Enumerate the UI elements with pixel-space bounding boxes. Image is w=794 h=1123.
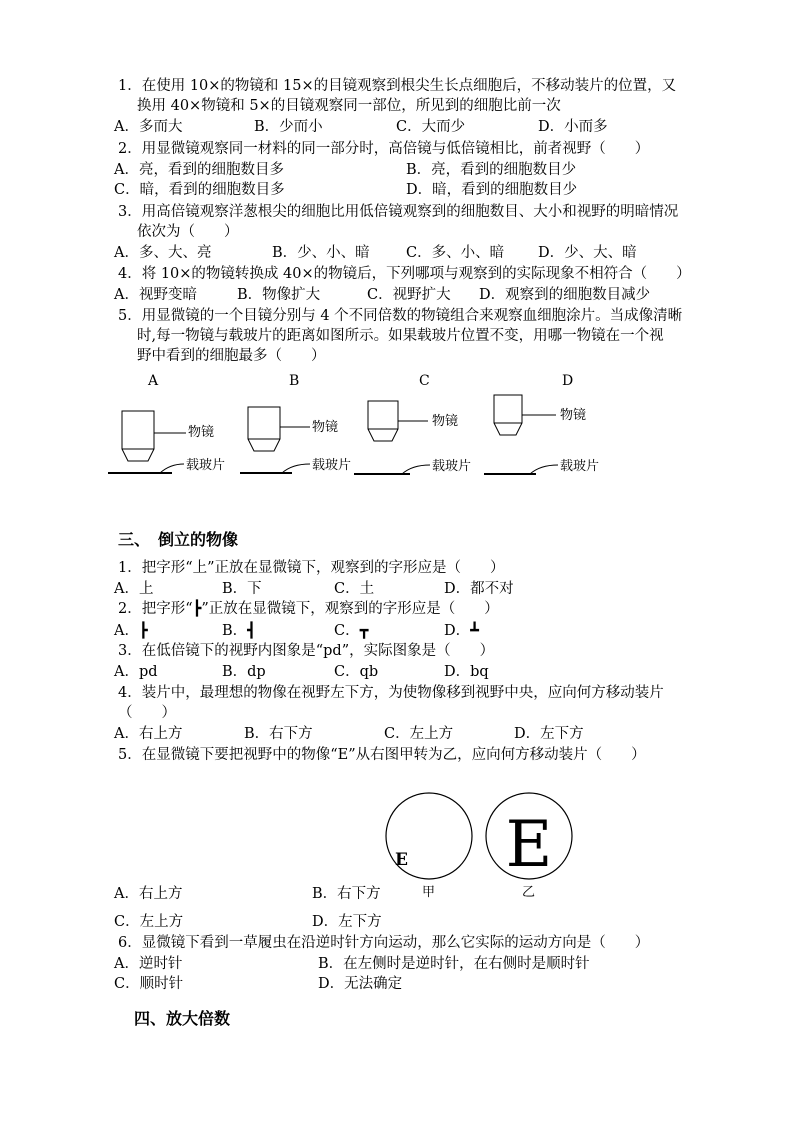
s3q1-option-b: B．下 xyxy=(222,581,262,597)
q4-option-a: A．视野变暗 xyxy=(114,287,197,303)
big-e-letter: E xyxy=(505,808,553,882)
s3q5-option-b: B．右下方 xyxy=(312,886,381,902)
objective-c xyxy=(368,401,428,441)
s3q2-line1: 2．把字形“┣”正放在显微镜下，观察到的字形应是（ ） xyxy=(118,601,499,617)
q5-line3: 野中看到的细胞最多（ ） xyxy=(137,348,326,364)
s3q1-option-c: C．土 xyxy=(334,581,375,597)
slide-b-pointer xyxy=(282,464,310,473)
objective-diagram xyxy=(90,365,630,485)
s3q5-option-a: A．右上方 xyxy=(114,886,183,902)
objective-a xyxy=(122,411,186,461)
objective-letter-a: A xyxy=(148,373,159,389)
slide-c-pointer xyxy=(402,465,430,474)
s3q3-option-a: A．pd xyxy=(114,664,158,680)
objective-letter-d: D xyxy=(562,373,574,389)
q4-line1: 4．将 10×的物镜转换成 40×的物镜后，下列哪项与观察到的实际现象不相符合（ ） xyxy=(118,266,691,282)
label-jia: 甲 xyxy=(422,885,436,900)
q5-line1: 5．用显微镜的一个目镜分别与 4 个不同倍数的物镜组合来观察血细胞涂片。当成像清晰 xyxy=(118,308,683,324)
q3-option-d: D．少、大、暗 xyxy=(538,245,637,261)
q4-option-c: C．视野扩大 xyxy=(367,287,451,303)
small-e-letter: E xyxy=(395,850,408,870)
slide-d-label: 载玻片 xyxy=(560,459,600,474)
s3q3-line1: 3．在低倍镜下的视野内图象是“pd”，实际图象是（ ） xyxy=(118,643,495,659)
q1-option-b: B．少而小 xyxy=(254,119,323,135)
s3q6-option-b: B．在左侧时是逆时针，在右侧时是顺时针 xyxy=(318,956,590,972)
slide-a-pointer xyxy=(160,464,184,473)
q3-line2: 依次为（ ） xyxy=(137,224,239,240)
objective-a-label: 物镜 xyxy=(188,425,215,440)
slide-b-label: 载玻片 xyxy=(312,458,352,473)
s3q4-option-b: B．右下方 xyxy=(244,726,313,742)
q3-option-c: C．多、小、暗 xyxy=(406,245,505,261)
s3q2-option-b: B．┫ xyxy=(222,623,256,639)
section-3-title: 三、 倒立的物像 xyxy=(118,530,239,549)
s3q2-option-a: A．┣ xyxy=(114,623,148,639)
q1-option-a: A．多而大 xyxy=(114,119,183,135)
q4-option-b: B．物像扩大 xyxy=(237,287,321,303)
slide-a-label: 载玻片 xyxy=(186,458,226,473)
slide-c-label: 载玻片 xyxy=(432,459,472,474)
q2-option-d: D．暗，看到的细胞数目少 xyxy=(406,182,578,198)
q2-line1: 2．用显微镜观察同一材料的同一部分时，高倍镜与低倍镜相比，前者视野（ ） xyxy=(118,141,650,157)
q1-line1: 1．在使用 10×的物镜和 15×的目镜观察到根尖生长点细胞后，不移动装片的位置，又 xyxy=(118,78,677,94)
q2-option-a: A．亮，看到的细胞数目多 xyxy=(114,162,284,178)
q1-line2: 换用 40×物镜和 5×的目镜观察同一部位，所见到的细胞比前一次 xyxy=(137,98,561,114)
s3q3-option-b: B．dp xyxy=(222,664,266,680)
s3q5-option-d: D．左下方 xyxy=(312,914,382,930)
s3q2-option-d: D．┻ xyxy=(444,623,479,639)
objective-letter-c: C xyxy=(419,373,430,389)
field-of-view-diagram xyxy=(380,790,580,902)
q3-option-b: B．少、小、暗 xyxy=(272,245,370,261)
s3q2-option-c: C．┳ xyxy=(334,623,369,639)
q2-option-b: B．亮，看到的细胞数目少 xyxy=(406,162,577,178)
s3q6-option-c: C．顺时针 xyxy=(114,976,184,992)
objective-d xyxy=(494,395,556,435)
s3q5-option-c: C．左上方 xyxy=(114,914,184,930)
q4-option-d: D．观察到的细胞数目减少 xyxy=(479,287,651,303)
s3q6-option-a: A．逆时针 xyxy=(114,956,183,972)
s3q1-option-a: A．上 xyxy=(114,581,154,597)
s3q3-option-d: D．bq xyxy=(444,664,489,680)
label-yi: 乙 xyxy=(522,885,536,900)
s3q1-option-d: D．都不对 xyxy=(444,581,514,597)
s3q4-option-d: D．左下方 xyxy=(514,726,584,742)
q1-option-c: C．大而少 xyxy=(396,119,466,135)
s3q1-line1: 1．把字形“上”正放在显微镜下，观察到的字形应是（ ） xyxy=(118,560,505,576)
q3-line1: 3．用高倍镜观察洋葱根尖的细胞比用低倍镜观察到的细胞数目、大小和视野的明暗情况 xyxy=(118,204,679,220)
s3q4-line2: （ ） xyxy=(118,705,176,721)
objective-letter-b: B xyxy=(289,373,300,389)
q3-option-a: A．多、大、亮 xyxy=(114,245,212,261)
section-4-title: 四、放大倍数 xyxy=(134,1009,231,1028)
slide-d-pointer xyxy=(530,465,558,474)
s3q6-line1: 6．显微镜下看到一草履虫在沿逆时针方向运动，那么它实际的运动方向是（ ） xyxy=(118,935,650,951)
s3q5-line1: 5．在显微镜下要把视野中的物像“E”从右图甲转为乙，应向何方移动装片（ ） xyxy=(118,747,646,763)
objective-d-label: 物镜 xyxy=(560,408,587,423)
objective-b-label: 物镜 xyxy=(312,420,339,435)
objective-c-label: 物镜 xyxy=(432,414,459,429)
q1-option-d: D．小而多 xyxy=(538,119,608,135)
s3q4-option-c: C．左上方 xyxy=(384,726,454,742)
s3q6-option-d: D．无法确定 xyxy=(318,976,403,992)
objective-b xyxy=(248,407,310,451)
s3q4-option-a: A．右上方 xyxy=(114,726,183,742)
q5-line2: 时,每一物镜与载玻片的距离如图所示。如果载玻片位置不变，用哪一物镜在一个视 xyxy=(137,328,664,344)
s3q3-option-c: C．qb xyxy=(334,664,379,680)
s3q4-line1: 4．装片中，最理想的物像在视野左下方，为使物像移到视野中央，应向何方移动装片 xyxy=(118,685,664,701)
q2-option-c: C．暗，看到的细胞数目多 xyxy=(114,182,285,198)
